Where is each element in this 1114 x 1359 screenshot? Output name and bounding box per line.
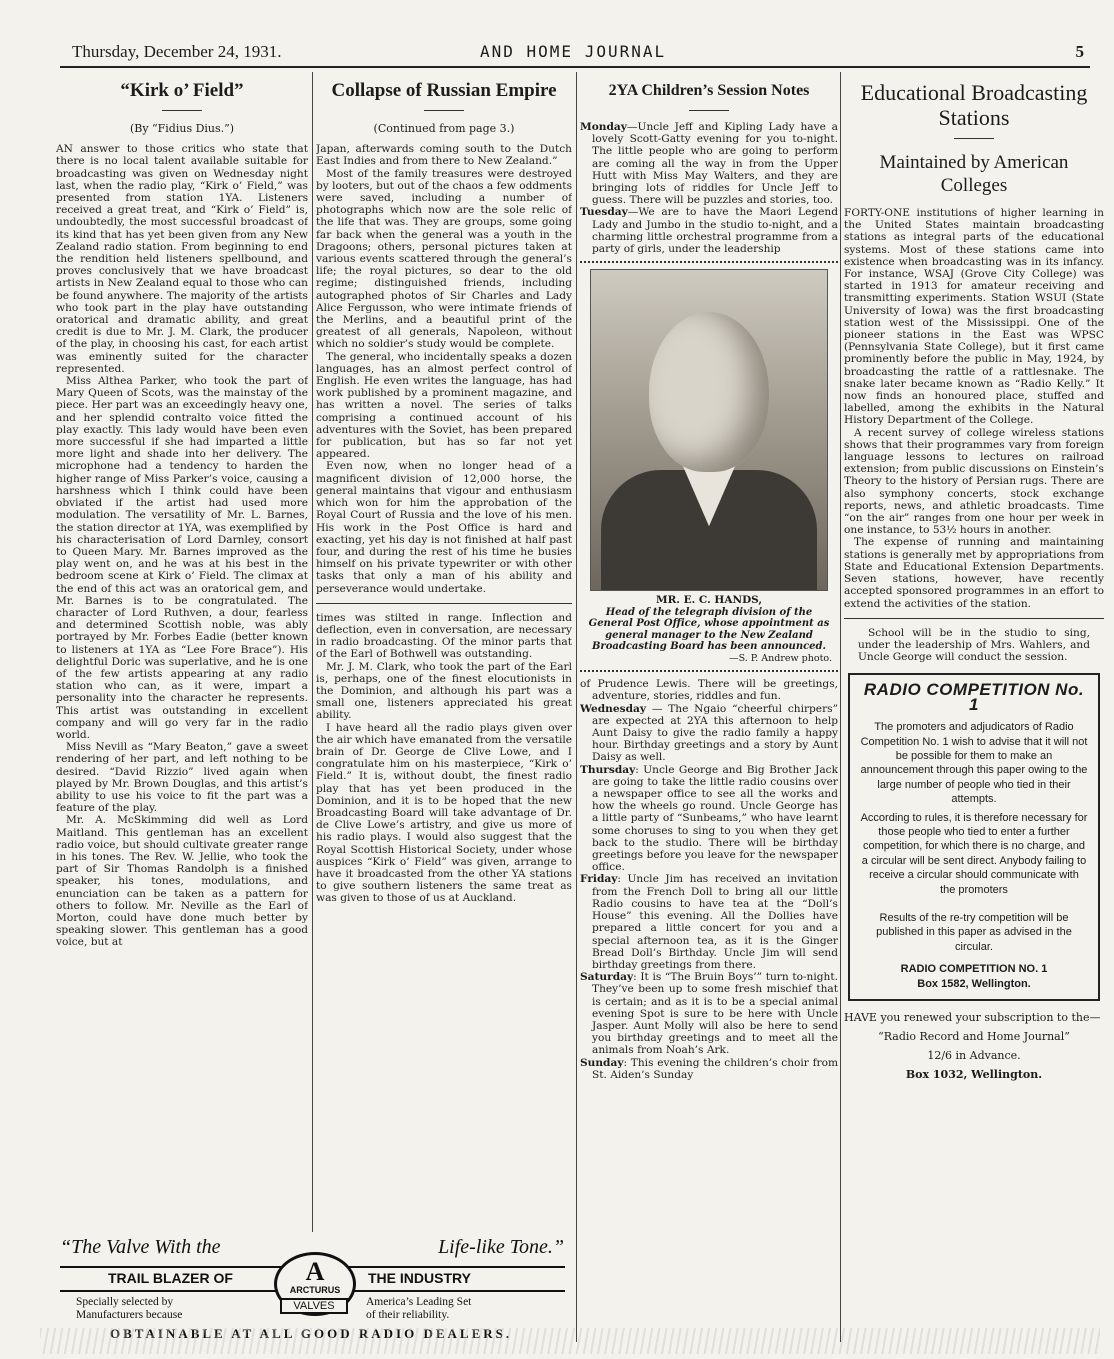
title-rule [689, 110, 729, 111]
children-continued: School will be in the studio to sing, under the leadership of Mrs. Wahlers, and Uncle George will conduct the session. [858, 626, 1090, 664]
session-entry [580, 971, 838, 1056]
byline: (By “Fidius Dius.”) [129, 122, 235, 135]
russia-paragraph: Most of the family treasures were destroyed by looters, but out of the chaos a few oddments were saved, including a number of photographs which now are the sole relic of the life that was. They are groups, some going far back when the general was a youth in the Dragoons; others, personal pictures taken at various events scattered through the general’s life; the royal pictures, so dear to the old regime; distinguished friends, including autographed photos of Sir Charles and Lady Alice Fergusson, who were intimate friends of the Merlins, and a beautiful print of the greatest of all generals, Napoleon, without which no soldier’s study would be complete. [316, 167, 572, 351]
column-rule [840, 72, 841, 1342]
arcturus-advertisement [56, 1236, 572, 1341]
caption-name: MR. E. C. HANDS, [655, 594, 763, 607]
radio-competition-box [848, 673, 1100, 1001]
page-number: 5 [1075, 42, 1084, 61]
title-rule [424, 110, 464, 111]
ad-spec-line: Specially selected by [76, 1296, 174, 1308]
session-text: : It is “The Bruin Boys’” turn to-night. They’ve been up to some fresh mischief that is certain; and as it is to be a special animal evening Spot is sure to be here with Uncle Jasper. Aunt Molly will also be here to send you birthday greetings and to meet all the animals from Noah’s Ark. [592, 971, 838, 1057]
ad-valves-label: VALVES [280, 1298, 348, 1314]
competition-paragraph: According to rules, it is therefore necessary for those people who tied to enter a further competition, for which there is no charge, and a circular will be sent direct. Anybody failing to receive a circular should communicate with the promoters [860, 811, 1088, 896]
subscription-journal: “Radio Record and Home Journal” [878, 1030, 1070, 1044]
ad-band-left: TRAIL BLAZER OF [108, 1270, 233, 1286]
page-edge-noise [40, 1328, 1100, 1354]
educational-paragraph: FORTY-ONE institutions of higher learning in the United States maintain broadcasting stations as integral parts of the educational systems. Most of these stations came into existence when broadcasting was in its infancy. For instance, WSAJ (Grove City College) was started in 1913 for amateur receiving and transmitting experiments. Station WSUI (State University of Iowa) was the first broadcasting station west of the Mississippi. One of the pioneer stations in the East was WPSC (Pennsylvania State College), but it first came prominently before the public in May, 1924, by broadcasting the rattle of a rattlesnake. The snake later became known as “Radio Kelly.” It now finds an honoured place, stuffed and labelled, among the exhibits in the Natural History Department of the College. [844, 207, 1104, 427]
article-title-children: 2YA Children’s Session Notes [608, 82, 810, 99]
kirk-paragraph: Miss Althea Parker, who took the part of Mary Queen of Scots, was the mainstay of the piece. Her part was an exceedingly heavy one, and her splendid contralto voice fitted the play exactly. This lady would have been even more successful if she had imparted a little more light and shade into her delivery. The microphone had a tendency to harden the higher range of Miss Parker’s voice, causing a harshness which I think could have been obviated if the artist had used more modulation. The versatility of Mr. L. Barnes, the station director at 1YA, was exemplified by his characterisation of Lord Darnley, consort to Queen Mary. Mr. Barnes improved as the play went on, and he was at his best in the bedroom scene at Kirk o’ Field. The climax at the end of this act was an oratorical gem, and Mr. Barnes is to be congratulated. The character of Lord Ruthven, a dour, fearless and determined Scottish noble, was ably portrayed by Mr. Forbes Eadie (better known to listeners at 1YA as “Lee Fore Brace”). His delightful Doric was superlative, and he is one of the few artists appearing at any radio station who can, as it were, impart a personality into the character he represents. This artist was outstanding in excellent company and will go very far in the radio world. [56, 375, 308, 741]
session-entry [580, 206, 838, 255]
masthead-title: AND HOME JOURNAL [480, 42, 667, 61]
session-entry [580, 873, 838, 971]
session-text: : Uncle Jim has received an invitation from the French Doll to bring all our little Radio cousins to have tea at the “Doll’s House” this evening. All the Dollies have prepared a little concert for you and a special afternoon tea, as it is the Ginger Bread Doll’s Birthday. Uncle Jim will send birthday greetings from there. [592, 873, 838, 971]
photo-caption [586, 595, 832, 664]
logo-letter: A [305, 1257, 325, 1286]
column-educational [844, 72, 1104, 1352]
column-rule [576, 72, 577, 1342]
session-entry [580, 1057, 838, 1081]
session-text: : This evening the children’s choir from St. Aiden’s Sunday [592, 1056, 838, 1081]
competition-footer: RADIO COMPETITION NO. 1 [900, 963, 1048, 976]
competition-address: Box 1582, Wellington. [917, 977, 1031, 990]
session-entry [580, 703, 838, 764]
column-russia [316, 72, 572, 1232]
competition-paragraph: Results of the re-try competition will be published in this paper as advised in the circular. [876, 912, 1072, 953]
session-entry [580, 764, 838, 874]
ad-spec-line: Manufacturers because [76, 1309, 183, 1321]
ad-spec-left [76, 1296, 182, 1322]
session-entry [580, 121, 838, 206]
column-kirk [56, 72, 308, 1232]
continued-note: (Continued from page 3.) [373, 122, 515, 135]
kirk-paragraph: Miss Nevill as “Mary Beaton,” gave a sweet rendering of her part, and left nothing to be desired. “David Rizzio” lived again when played by Mr. Brown Douglas, and this artist’s ability to use his voice to fit the part was a feature of the play. [56, 741, 308, 815]
session-entry [580, 678, 838, 702]
russia-paragraph: The general, who incidentally speaks a dozen languages, has an almost perfect control of English. He even writes the language, has had work published by a prominent magazine, and has written a novel. The series of talks comprising a continued account of his adventures with the Soviet, has been prepared for publication, but has so far not yet appeared. [316, 350, 572, 461]
session-day: Tuesday [580, 206, 628, 219]
kirk-continued-paragraph: I have heard all the radio plays given over the air which have emanated from the versatile brain of Dr. George de Clive Lowe, and I congratulate him on his masterpiece, “Kirk o’ Field.” It is, without doubt, the finest radio play that has yet been produced in the Dominion, and it is to be hoped that the new Broadcasting Board will take advantage of Dr. de Clive Lowe’s artistry, and give us more of his radio plays. I would also suggest that the Royal Scottish Historical Society, under whose auspices “Kirk o’ Field” was given, arrange to have it broadcasted from the other YA stations to give southern listeners the same treat as was given to those of us at Auckland. [316, 721, 572, 905]
column-children [580, 72, 838, 1352]
session-day: Saturday [580, 971, 634, 984]
ad-band-right: THE INDUSTRY [368, 1270, 471, 1286]
kirk-paragraph: Mr. A. McSkimming did well as Lord Maitland. This gentleman has an excellent radio voice, but should cultivate greater range in his tones. The Rev. W. Jellie, who took the part of Sir Thomas Randolph is a finished speaker, his tones, modulations, and enunciation can be taken as a pattern for others to follow. Mr. Neville as the Earl of Morton, could have done much better by speaking slower. This gentleman has a good voice, but at [56, 814, 308, 949]
ad-spec-line: of their reliability. [366, 1309, 450, 1321]
dotted-rule [580, 670, 838, 672]
subscription-address: Box 1032, Wellington. [905, 1068, 1043, 1082]
session-text: of Prudence Lewis. There will be greetings, adventure, stories, riddles and fun. [580, 678, 838, 703]
column-rule [312, 72, 313, 1232]
session-day: Friday [580, 873, 618, 886]
section-rule [316, 603, 572, 604]
portrait-face [649, 312, 769, 472]
ad-obtainable: OBTAINABLE AT ALL GOOD RADIO DEALERS. [110, 1326, 513, 1341]
russia-paragraph: Even now, when no longer head of a magnificent division of 12,000 horse, the general maintains that vigour and enthusiasm which won for him the approbation of the Royal Court of Russia and the love of his men. His work in the Post Office is hard and exacting, yet his day is not finished at half past four, and during the rest of his time he busies himself on his private typewriter or with other tasks that only a man of his ability and perseverance would undertake. [316, 460, 572, 595]
competition-title: RADIO COMPETITION No. 1 [863, 680, 1085, 714]
photo-credit: —S. P. Andrew photo. [729, 652, 832, 664]
kirk-continued-paragraph: Mr. J. M. Clark, who took the part of the Earl is, perhaps, one of the finest elocutionists in the Dominion, and although his part was a small one, listeners appreciated his great ability. [316, 660, 572, 722]
article-title-russia: Collapse of Russian Empire [331, 80, 557, 101]
ad-slogan-left: “The Valve With the [60, 1236, 221, 1258]
masthead [60, 42, 1090, 68]
dotted-rule [580, 261, 838, 263]
caption-body: Head of the telegraph division of the General Post Office, whose appointment as general manager to the New Zealand Broadcasting Board has been announced. [588, 606, 830, 653]
session-text: —Uncle Jeff and Kipling Lady have a lovely Scott-Gatty evening for you to-night. The little people who are going to perform are coming all the way in from the Upper Hutt with Miss May Walters, and they are bringing lots of riddles for Uncle Jeff to guess. There will be puzzles and stories, too. [592, 121, 838, 207]
title-rule [162, 110, 202, 111]
session-day: Thursday [580, 763, 636, 776]
session-day: Monday [580, 121, 627, 133]
session-text: — The Ngaio “cheerful chirpers” are expected at 2YA this afternoon to help Aunt Daisy to give the radio family a happy hour. Birthday greetings and a story by Aunt Daisy as well. [592, 702, 838, 764]
portrait-photo [590, 269, 828, 591]
kirk-paragraph: AN answer to those critics who state that there is no local talent available suitable for broadcasting was given on Wednesday night last, when the radio play, “Kirk o’ Field,” was presented from station 1YA. Listeners received a great treat, and “Kirk o’ Field” is, undoubtedly, the most successful broadcast of its kind that has yet been given from any New Zealand radio station. From beginning to end the rendition held listeners spellbound, and proves conclusively that we have broadcast artists in New Zealand equal to those who can be found anywhere. The majority of the artists who took part in the play have outstanding oratorical and dramatic ability, and great credit is due to Mr. J. M. Clark, the producer of the play, in choosing his cast, for each artist was eminently suited for the character represented. [56, 143, 308, 375]
subscription-text: HAVE you renewed your subscription to the— [844, 1011, 1101, 1025]
session-text: —We are to have the Maori Legend Lady and Jumbo in the studio to-night, and a charming little orchestral programme from a party of girls, under the leadership [592, 206, 838, 256]
subscription-notice [844, 1011, 1104, 1081]
session-day: Sunday [580, 1056, 624, 1069]
title-rule [954, 138, 994, 139]
ad-spec-line: America’s Leading Set [366, 1296, 472, 1308]
educational-paragraph: The expense of running and maintaining stations is generally met by appropriations from State and Educational Extension Departments. Seven stations, however, have recently accepted sponsored programmes in an effort to extend the activities of the station. [844, 536, 1104, 610]
subscription-price: 12/6 in Advance. [927, 1049, 1021, 1063]
session-day: Wednesday [580, 702, 647, 715]
session-text: : Uncle George and Big Brother Jack are going to take the little radio cousins over a newspaper office to see all the works and how the wheels go round. Uncle George has a little party of “Sunbeams,” who have learnt some choruses to sing to you when they get back to the studio. There will be birthday greetings before you leave for the newspaper office. [592, 763, 838, 874]
article-title-kirk: “Kirk o’ Field” [120, 80, 244, 101]
masthead-date: Thursday, December 24, 1931. [72, 42, 282, 61]
competition-paragraph: The promoters and adjudicators of Radio Competition No. 1 wish to advise that it will not be possible for them to make an announcement through this paper owing to the large number of people who tied in their attempts. [860, 721, 1088, 806]
section-rule [844, 618, 1104, 619]
ad-spec-right [366, 1296, 471, 1322]
article-subtitle-educational: Maintained by American Colleges [879, 152, 1069, 196]
educational-paragraph: A recent survey of college wireless stations shows that their programmes vary from foreign language lessons to lectures on railroad extension; from public discussions on Einstein’s Theory to the history of Persian rugs. There are also symphony concerts, stock exchange reports, news, and athletic broadcasts. Time “on the air” ranges from one hour per week in one instance, to 53½ hours in another. [844, 426, 1104, 537]
ad-slogan-right: Life-like Tone.” [438, 1236, 564, 1258]
russia-paragraph: Japan, afterwards coming south to the Dutch East Indies and from there to New Zealand.” [316, 143, 572, 168]
article-title-educational: Educational Broadcasting Stations [860, 80, 1088, 130]
logo-brand: ARCTURUS [289, 1285, 341, 1295]
kirk-continued-paragraph: times was stilted in range. Inflection and deflection, even in conversation, are necessary in radio broadcasting. Of the minor parts that of the Earl of Bothwell was outstanding. [316, 611, 572, 661]
